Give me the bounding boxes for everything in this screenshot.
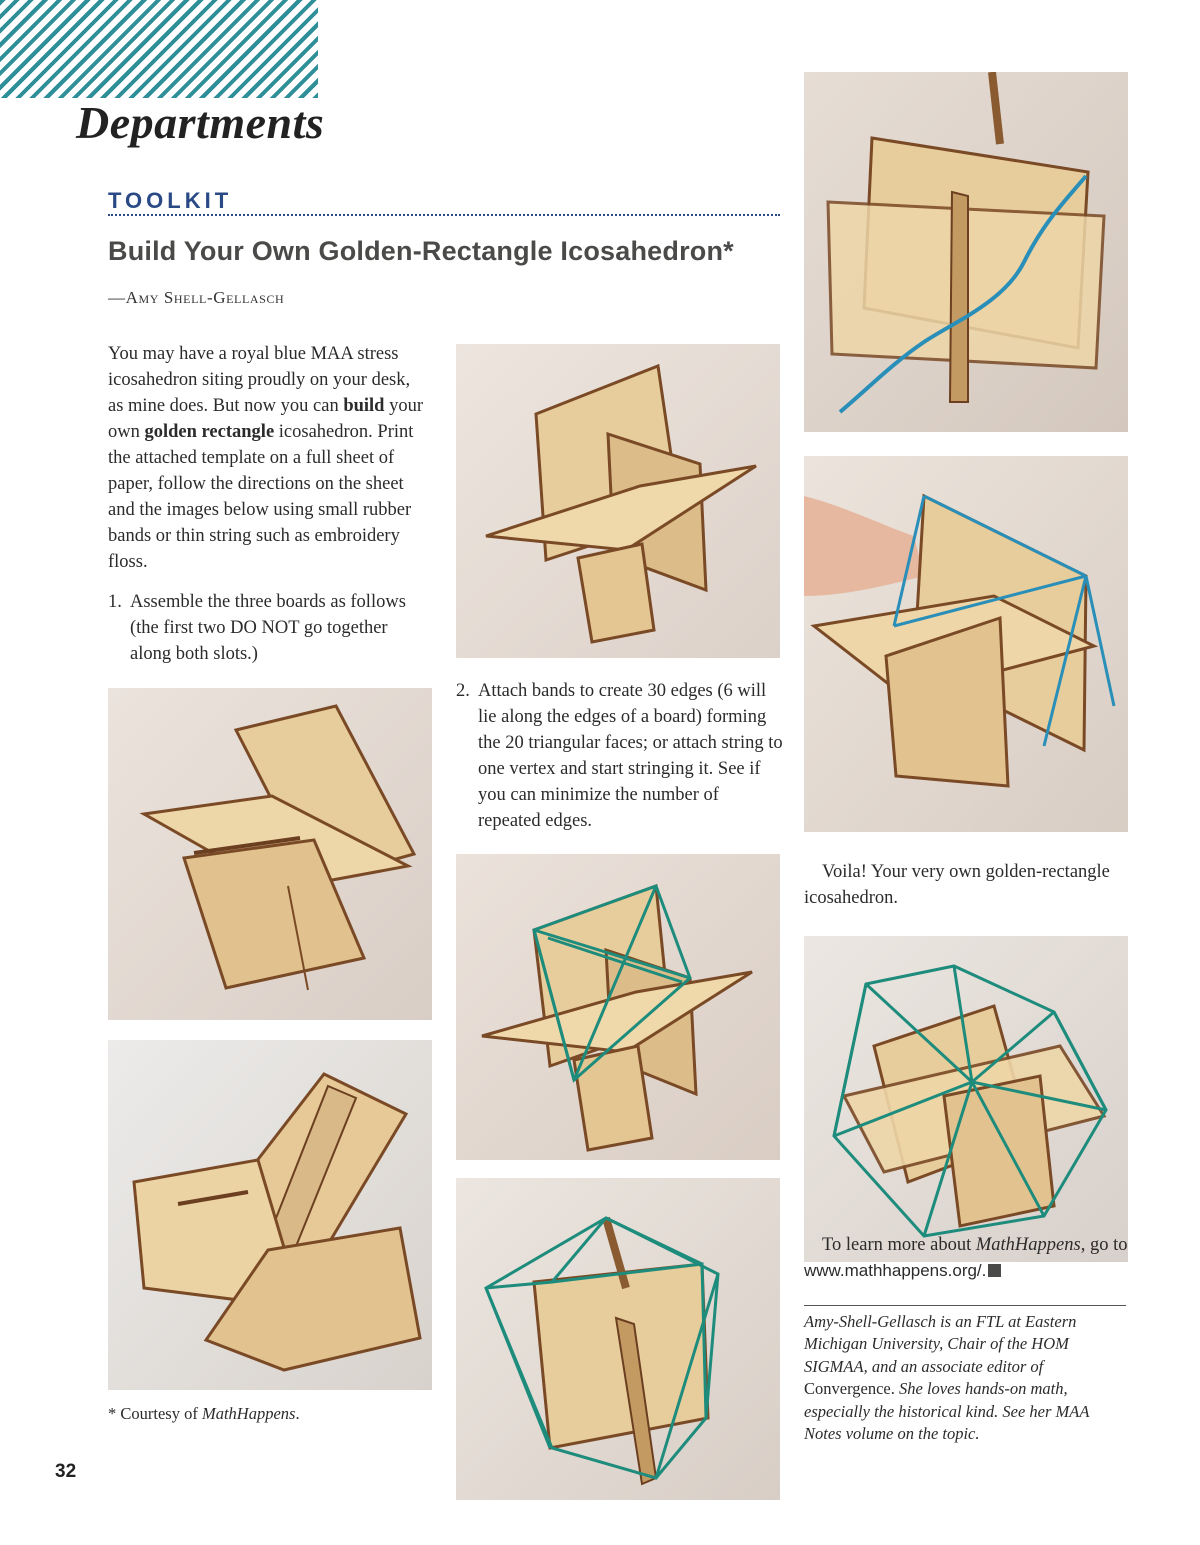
article-byline: —Amy Shell-Gellasch [108,288,285,307]
step-number: 1. [108,592,122,612]
intro-bold-build: build [343,396,385,416]
intro-text: your own [108,396,424,442]
intro-text: You may have a royal blue MAA stress icosahedron siting proudly on your desk, as mine does. But now you can [108,344,411,416]
learn-more-text: To learn more about [822,1235,976,1255]
article-title: Build Your Own Golden-Rectangle Icosahedron* [108,236,734,266]
photo-two-boards-offset [108,1040,432,1390]
department-label: TOOLKIT [108,188,233,213]
footnote-text: * Courtesy of [108,1404,202,1423]
footnote-text: . [295,1404,300,1423]
photo-bands-partial [456,854,780,1160]
end-mark-icon [988,1264,1001,1277]
bio-journal-name: Convergence. [804,1379,895,1399]
voila-paragraph: Voila! Your very own golden-rectangle icosahedron. [804,862,1110,908]
author-bio [804,1311,1126,1445]
bio-text: She loves hands-on math, especially the historical kind. See her MAA Notes volume on the topic. [804,1379,1090,1444]
intro-text: icosahedron. Print the attached template on a full sheet of paper, follow the directions on the sheet and the images below using small rubber bands or thin string such as embroidery floss. [108,422,414,572]
footnote-italic: MathHappens [201,1404,296,1423]
bio-text: Amy-Shell-Gellasch is an FTL at Eastern Michigan University, Chair of the HOM SIGMAA, and an associate editor of [804,1312,1077,1376]
section-title: Departments [76,97,325,148]
learn-more-italic: MathHappens [975,1235,1081,1255]
step-text: Attach bands to create 30 edges (6 will lie along the edges of a board) forming the 20 triangular faces; or attach string to one vertex and start stringing it. See if you can minimize the number of repeated edges. [478,681,783,831]
footnote [108,1404,300,1424]
department-divider [108,214,780,216]
photo-bands-more [456,1178,780,1500]
learn-more-paragraph [804,1232,1128,1284]
step-2 [456,678,786,834]
intro-bold-golden-rectangle: golden rectangle [144,422,275,442]
header-hatch-decoration [0,0,318,98]
photo-string-start [804,72,1128,432]
step-1 [108,589,426,667]
bio-divider [804,1305,1126,1306]
step-text: Assemble the three boards as follows (the first two DO NOT go together along both slots.) [130,592,406,664]
photo-two-boards-slotted [108,688,432,1020]
photo-string-hand [804,456,1128,832]
learn-more-url[interactable]: www.mathhappens.org/. [804,1261,987,1280]
step-number: 2. [456,681,470,701]
page-number: 32 [55,1461,77,1482]
learn-more-text: , go to [1080,1235,1128,1255]
intro-paragraph [108,341,426,575]
photo-finished-icosahedron [804,936,1128,1262]
photo-three-boards [456,344,780,658]
